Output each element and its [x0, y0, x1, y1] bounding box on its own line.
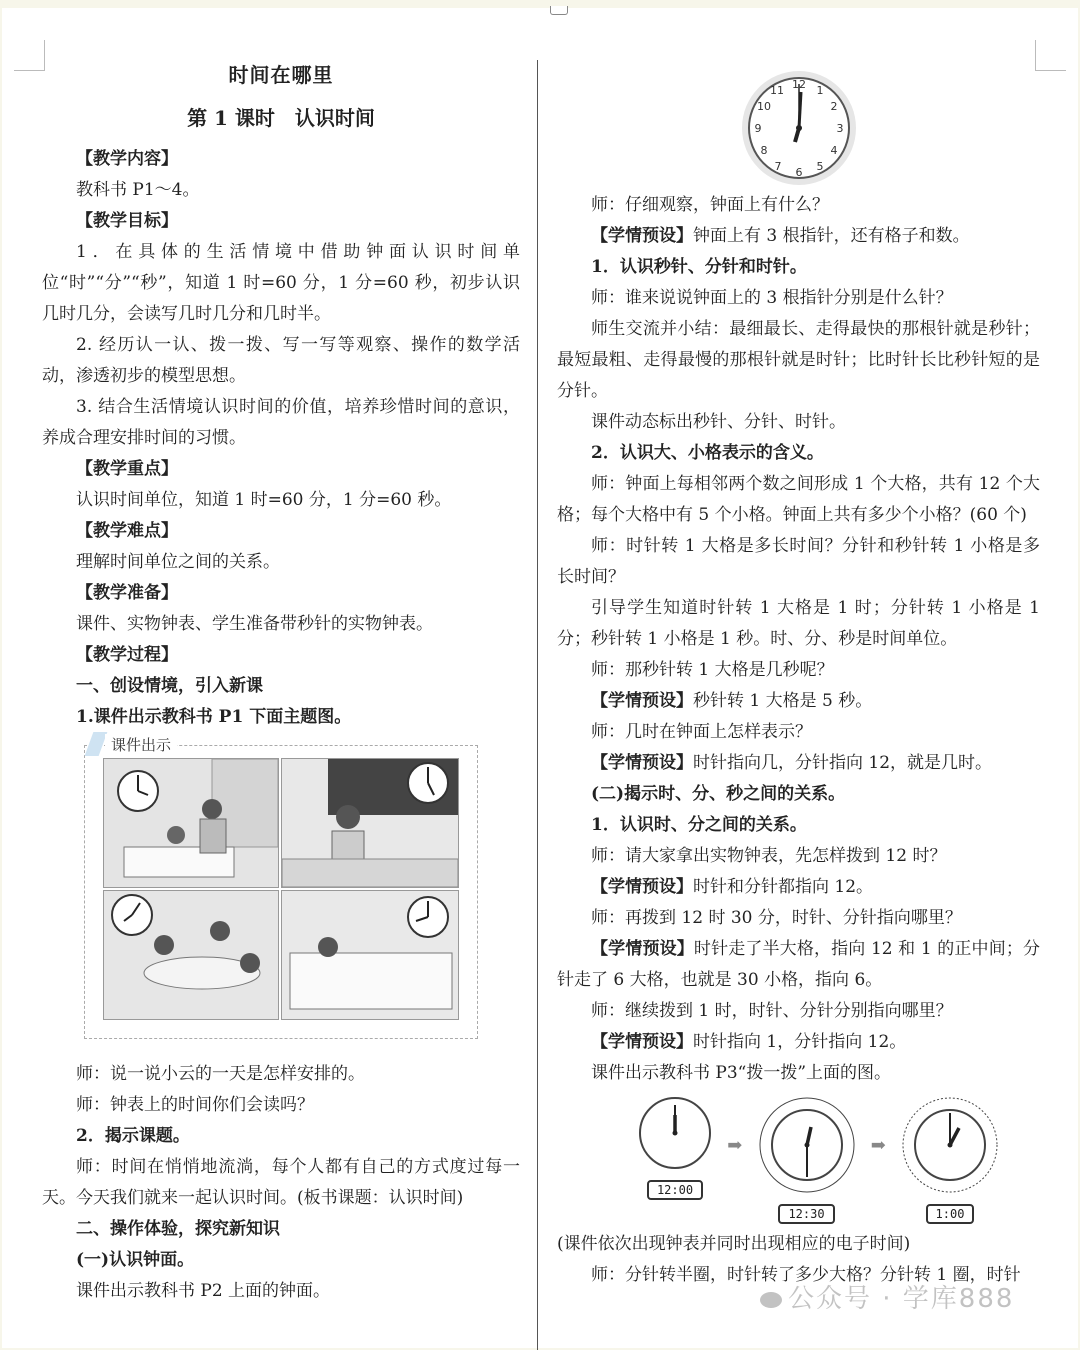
left-column: [42, 58, 520, 1307]
svg-text:5: 5: [816, 160, 823, 173]
r-line-3: 1．认识秒针、分针和时针。: [591, 257, 807, 277]
clock-1-00-icon: [900, 1095, 1000, 1195]
teacher-line-1: 师：说一说小云的一天是怎样安排的。: [76, 1064, 365, 1084]
svg-text:12: 12: [791, 78, 806, 91]
clock-face-icon: [739, 68, 859, 188]
clock-unit-3: [900, 1095, 1000, 1224]
scene-reading: [281, 758, 459, 888]
preset-tag: 【学情预设】: [591, 226, 693, 246]
svg-text:11: 11: [769, 84, 784, 97]
heading-preparation: 【教学准备】: [76, 583, 178, 603]
r-line-13: 师：几时在钟面上怎样表示？: [591, 722, 812, 742]
preset-tag: 【学情预设】: [591, 691, 693, 711]
r-line-11: 师：那秒针转 1 大格是几秒呢？: [591, 660, 834, 680]
digital-time-2: 12:30: [778, 1204, 834, 1224]
goal-2: 2. 经历认一认、拨一拨、写一写等观察、操作的数学活动，渗透初步的模型思想。: [42, 335, 520, 386]
column-divider: [537, 60, 538, 1350]
scene-sleeping: [281, 890, 459, 1020]
r-line-24: (课件依次出现钟表并同时出现相应的电子时间): [557, 1234, 911, 1254]
scene-sleeping-drawing: [282, 891, 458, 1019]
step-2: 2．揭示课题。: [76, 1126, 190, 1146]
svg-text:2: 2: [830, 100, 837, 113]
preset-tag: 【学情预设】: [591, 877, 693, 897]
step-1: 1.课件出示教科书 P1 下面主题图。: [76, 707, 352, 727]
clock-face-figure: [557, 58, 1040, 190]
r-line-1: 师：仔细观察，钟面上有什么？: [591, 195, 829, 215]
r-line-25: 师：分针转半圈，时针转了多少大格？分针转 1 圈，时针: [591, 1265, 1021, 1285]
r-line-5: 师生交流并小结：最细最长、走得最快的那根针就是秒针；最短最粗、走得最慢的那根针就是时针；比时针长比秒针短的是分针。: [557, 319, 1040, 401]
label-flag-icon: [85, 732, 108, 756]
section-1-title: 一、创设情境，引入新课: [76, 676, 263, 696]
theme-illustration: [84, 736, 478, 1039]
preset-text: 时针指向几，分针指向 12，就是几时。: [693, 753, 993, 773]
section-2-title: 二、操作体验，探究新知识: [76, 1219, 280, 1239]
watermark-text: 公众号 · 学库888: [788, 1284, 1015, 1314]
subsection-1-title: (一)认识钟面。: [76, 1250, 195, 1270]
r-line-23: 课件出示教科书 P3“拨一拨”上面的图。: [591, 1063, 892, 1083]
scene-morning: [103, 758, 279, 888]
r-line-15: (二)揭示时、分、秒之间的关系。: [591, 784, 846, 804]
page-title: 时间在哪里: [228, 63, 334, 87]
preparation-text: 课件、实物钟表、学生准备带秒针的实物钟表。: [76, 614, 433, 634]
svg-text:1: 1: [816, 84, 823, 97]
goal-3: 3. 结合生活情境认识时间的价值，培养珍惜时间的意识，养成合理安排时间的习惯。: [42, 397, 520, 448]
r-line-16: 1．认识时、分之间的关系。: [591, 815, 807, 835]
heading-goals: 【教学目标】: [76, 211, 178, 231]
scene-morning-drawing: [104, 759, 278, 887]
scene-reading-drawing: [282, 759, 458, 887]
svg-text:10: 10: [756, 100, 771, 113]
preset-text: 时针指向 1，分针指向 12。: [693, 1032, 907, 1052]
illustration-label: 课件出示: [105, 734, 177, 755]
right-column: [557, 58, 1040, 1291]
heading-content: 【教学内容】: [76, 149, 178, 169]
wechat-icon: [760, 1292, 782, 1308]
r-line-4: 师：谁来说说钟面上的 3 根指针分别是什么针？: [591, 288, 953, 308]
scene-dinner-drawing: [104, 891, 278, 1019]
lesson-subtitle: 第 1 课时 认识时间: [187, 106, 375, 130]
page-handle[interactable]: [550, 6, 568, 15]
heading-difficulty: 【教学难点】: [76, 521, 178, 541]
svg-text:4: 4: [830, 144, 837, 157]
clock-unit-1: [637, 1095, 713, 1200]
preset-tag: 【学情预设】: [591, 753, 693, 773]
r-line-8: 师：钟面上每相邻两个数之间形成 1 个大格，共有 12 个大格；每个大格中有 5 个小格。钟面上共有多少个小格？(60 个): [557, 474, 1040, 525]
r-line-17: 师：请大家拿出实物钟表，先怎样拨到 12 时？: [591, 846, 947, 866]
teacher-line-3: 师：时间在悄悄地流淌，每个人都有自己的方式度过每一天。今天我们就来一起认识时间。(板书课题：认识时间): [42, 1157, 520, 1208]
arrow-right-icon: ➡: [870, 1135, 886, 1156]
r-line-10: 引导学生知道时针转 1 大格是 1 时；分针转 1 小格是 1 分；秒针转 1 小格是 1 秒。时、分、秒是时间单位。: [557, 598, 1040, 649]
clock-12-30-icon: [757, 1095, 857, 1195]
svg-text:9: 9: [754, 122, 761, 135]
teacher-line-2: 师：钟表上的时间你们会读吗？: [76, 1095, 314, 1115]
content-text: 教科书 P1～4。: [76, 180, 200, 200]
r-line-7: 2．认识大、小格表示的含义。: [591, 443, 824, 463]
teacher-line-4: 课件出示教科书 P2 上面的钟面。: [76, 1281, 331, 1301]
r-line-18: [557, 872, 1040, 903]
preset-text: 时针走了半大格，指向 12 和 1 的正中间；分针走了 6 大格，也就是 30 小格，指向 6。: [557, 939, 1041, 990]
svg-text:7: 7: [774, 160, 781, 173]
r-line-14: [557, 748, 1040, 779]
svg-text:8: 8: [760, 144, 767, 157]
r-line-19: 师：再拨到 12 时 30 分，时针、分针指向哪里？: [591, 908, 962, 928]
preset-text: 钟面上有 3 根指针，还有格子和数。: [693, 226, 970, 246]
heading-key: 【教学重点】: [76, 459, 178, 479]
r-line-20: [557, 934, 1040, 996]
preset-text: 秒针转 1 大格是 5 秒。: [693, 691, 873, 711]
r-line-22: [557, 1027, 1040, 1058]
scene-dinner: [103, 890, 279, 1020]
preset-text: 时针和分针都指向 12。: [693, 877, 874, 897]
r-line-6: 课件动态标出秒针、分针、时针。: [591, 412, 846, 432]
preset-tag: 【学情预设】: [591, 939, 694, 959]
digital-time-1: 12:00: [647, 1180, 703, 1200]
watermark: [760, 1278, 1014, 1315]
digital-time-3: 1:00: [926, 1204, 975, 1224]
clock-sequence-figure: [557, 1089, 1040, 1229]
difficulty-text: 理解时间单位之间的关系。: [76, 552, 280, 572]
svg-text:3: 3: [836, 122, 843, 135]
heading-process: 【教学过程】: [76, 645, 178, 665]
clock-12-00-icon: [637, 1095, 713, 1171]
arrow-right-icon: ➡: [727, 1135, 743, 1156]
goal-1: 1．在具体的生活情境中借助钟面认识时间单位“时”“分”“秒”，知道 1 时=60 分，1 分=60 秒，初步认识几时几分，会读写几时几分和几时半。: [42, 242, 520, 324]
r-line-2: [557, 221, 1040, 252]
crop-mark-top-left: [14, 40, 45, 71]
preset-tag: 【学情预设】: [591, 1032, 693, 1052]
r-line-12: [557, 686, 1040, 717]
key-text: 认识时间单位，知道 1 时=60 分，1 分=60 秒。: [76, 490, 452, 510]
r-line-9: 师：时针转 1 大格是多长时间？分针和秒针转 1 小格是多长时间？: [557, 536, 1040, 587]
svg-text:6: 6: [795, 166, 802, 179]
clock-unit-2: [757, 1095, 857, 1224]
r-line-21: 师：继续拨到 1 时，时针、分针分别指向哪里？: [591, 1001, 953, 1021]
